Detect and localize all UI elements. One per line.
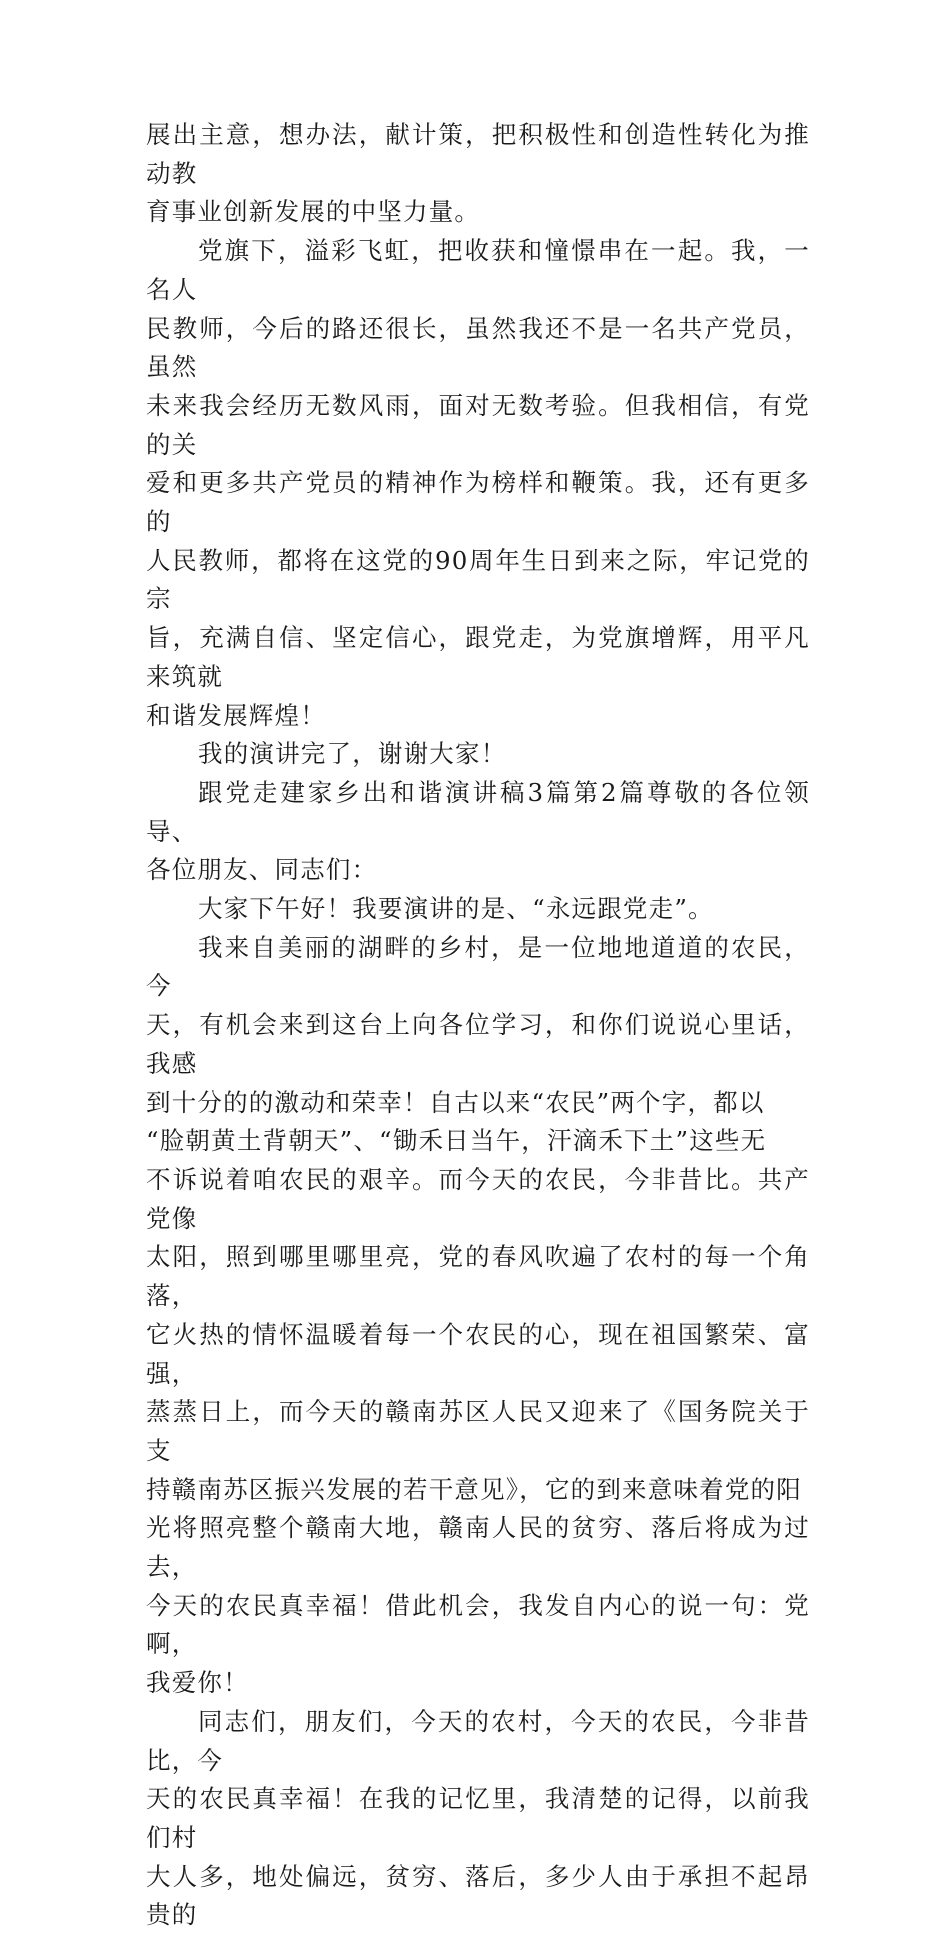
text-line: 光将照亮整个赣南大地，赣南人民的贫穷、落后将成为过去， — [146, 1513, 810, 1582]
text-line: 我的演讲完了，谢谢大家！ — [198, 739, 507, 769]
text-line: 持赣南苏区振兴发展的若干意见》，它的到来意味着党的阳 — [146, 1474, 802, 1504]
paragraph — [146, 1703, 810, 1935]
text-line: 人民教师，都将在这党的90周年生日到来之际，牢记党的宗 — [146, 545, 810, 614]
text-line: 天的农民真幸福！在我的记忆里，我清楚的记得，以前我们村 — [146, 1784, 810, 1852]
text-line: “脸朝黄土背朝天”、“锄禾日当午，汗滴禾下土”这些无 — [146, 1126, 767, 1156]
paragraph — [146, 232, 810, 735]
text-line: 今天的农民真幸福！借此机会，我发自内心的说一句：党啊， — [146, 1590, 810, 1659]
text-line: 它火热的情怀温暖着每一个农民的心，现在祖国繁荣、富强， — [146, 1319, 810, 1388]
text-line: 天，有机会来到这台上向各位学习，和你们说说心里话，我感 — [146, 1010, 810, 1078]
text-line: 和谐发展辉煌！ — [146, 700, 326, 730]
paragraph — [146, 774, 810, 890]
text-line: 爱和更多共产党员的精神作为榜样和鞭策。我，还有更多的 — [146, 468, 810, 537]
text-line: 蒸蒸日上，而今天的赣南苏区人民又迎来了《国务院关于支 — [146, 1397, 810, 1465]
text-line: 未来我会经历无数风雨，面对无数考验。但我相信，有党的关 — [146, 390, 810, 459]
text-line: 同志们，朋友们，今天的农村，今天的农民，今非昔比，今 — [146, 1706, 810, 1775]
text-line: 旨，充满自信、坚定信心，跟党走，为党旗增辉，用平凡来筑就 — [146, 623, 810, 691]
text-line: 太阳，照到哪里哪里亮，党的春风吹遍了农村的每一个角落， — [146, 1242, 810, 1311]
text-line: 各位朋友、同志们： — [146, 855, 378, 885]
paragraph — [146, 116, 810, 232]
text-line: 展出主意，想办法，献计策，把积极性和创造性转化为推动教 — [146, 120, 810, 188]
text-line: 我来自美丽的湖畔的乡村，是一位地地道道的农民，今 — [146, 932, 810, 1001]
text-line: 到十分的的激动和荣幸！自古以来“农民”两个字，都以 — [146, 1087, 765, 1117]
text-line: 育事业创新发展的中坚力量。 — [146, 197, 481, 227]
text-line: 大家下午好！我要演讲的是、“永远跟党走”。 — [198, 894, 714, 924]
text-line: 跟党走建家乡出和谐演讲稿3篇第2篇尊敬的各位领导、 — [146, 777, 810, 846]
paragraph — [146, 890, 810, 929]
text-line: 党旗下，溢彩飞虹，把收获和憧憬串在一起。我，一名人 — [146, 236, 810, 304]
paragraph — [146, 929, 810, 1703]
text-line: 民教师，今后的路还很长，虽然我还不是一名共产党员，虽然 — [146, 313, 810, 382]
text-line: 我爱你！ — [146, 1668, 249, 1698]
paragraph — [146, 735, 810, 774]
text-line: 大人多，地处偏远，贫穷、落后，多少人由于承担不起昂贵的 — [146, 1861, 810, 1930]
document-body — [146, 116, 810, 1935]
text-line: 不诉说着咱农民的艰辛。而今天的农民，今非昔比。共产党像 — [146, 1164, 810, 1233]
